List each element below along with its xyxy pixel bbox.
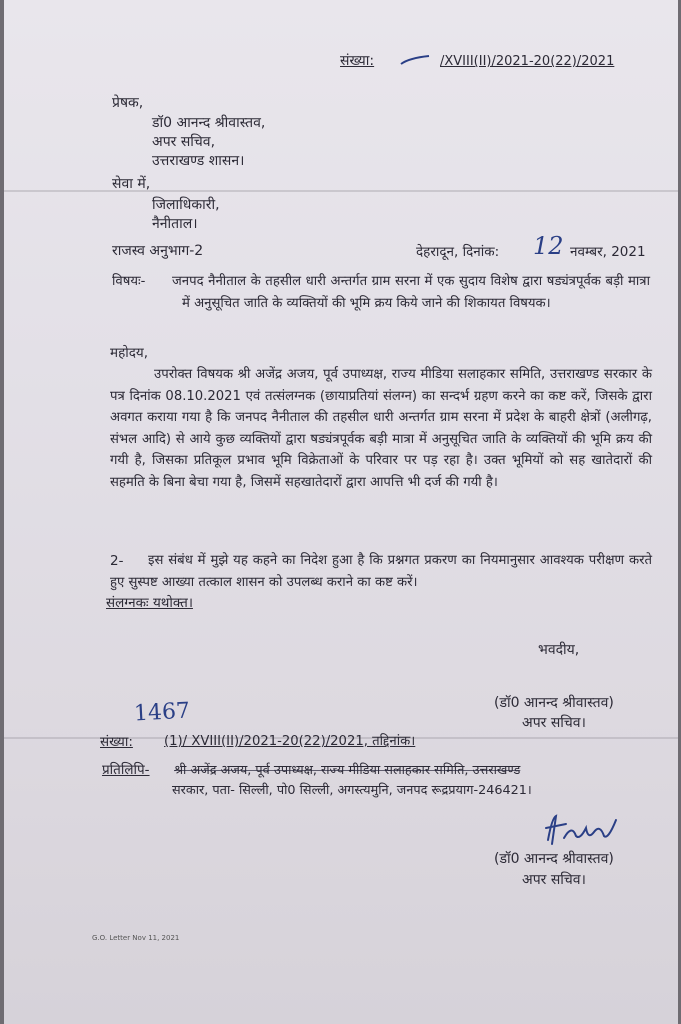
paragraph-2-number: 2- <box>110 553 124 569</box>
sender-label: प्रेषक, <box>112 95 144 111</box>
copy-to-label: प्रतिलिपि- <box>102 762 150 778</box>
date-place-label: देहरादून, दिनांक: <box>416 244 500 260</box>
endorsement-ref-label: संख्या: <box>100 734 133 750</box>
section-name: राजस्व अनुभाग-2 <box>112 243 204 259</box>
signatory-name: (डॉ0 आनन्द श्रीवास्तव) <box>494 695 614 711</box>
date-month-year: नवम्बर, 2021 <box>570 244 646 260</box>
handwritten-dispatch-number: 1467 <box>133 698 191 727</box>
sender-office: उत्तराखण्ड शासन। <box>152 153 245 169</box>
subject-text: जनपद नैनीताल के तहसील धारी अन्तर्गत ग्राम सरना में एक सुदाय विशेष द्वारा षड्यंत्रपूर्वक बड़ी मात्रा में अनुसूचित जाति के व्यक्तियों की भूमि क्रय किये जाने की शिकायत विषयक। <box>172 274 650 311</box>
recipient-title: जिलाधिकारी, <box>152 197 220 213</box>
reference-label: संख्या: <box>340 53 375 69</box>
recipient-place: नैनीताल। <box>152 216 198 232</box>
footer-file-note: G.O. Letter Nov 11, 2021 <box>92 934 180 942</box>
reference-number: /XVIII(II)/2021-20(22)/2021 <box>440 54 615 69</box>
endorsement-signatory-designation: अपर सचिव। <box>522 872 586 888</box>
copy-to-line-2: सरकार, पता- सिल्ली, पो0 सिल्ली, अगस्त्यमुनि, जनपद रूद्रप्रयाग-246421। <box>172 783 532 798</box>
enclosure-note: संलग्नकः यथोक्त। <box>106 595 193 611</box>
recipient-label: सेवा में, <box>112 176 151 192</box>
handwritten-date-day: 12 <box>533 232 564 260</box>
signatory-designation: अपर सचिव। <box>522 715 586 731</box>
sender-designation: अपर सचिव, <box>152 134 216 150</box>
pen-tick-mark <box>399 54 433 68</box>
endorsement-signatory-name: (डॉ0 आनन्द श्रीवास्तव) <box>494 851 614 867</box>
valediction: भवदीय, <box>538 642 580 658</box>
copy-to-line-1: श्री अजेंद्र अजय, पूर्व उपाध्यक्ष, राज्य मीडिया सलाहकार समिति, उत्तराखण्ड <box>174 763 521 778</box>
salutation: महोदय, <box>110 345 149 361</box>
endorsement-ref-text: (1)/ XVIII(II)/2021-20(22)/2021, तद्दिनांक। <box>164 734 416 749</box>
sender-name: डॉ0 आनन्द श्रीवास्तव, <box>152 115 266 131</box>
handwritten-signature <box>542 810 622 850</box>
body-paragraph-1: उपरोक्त विषयक श्री अजेंद्र अजय, पूर्व उपाध्यक्ष, राज्य मीडिया सलाहकार समिति, उत्तराखण्ड सरकार के पत्र दिनांक 08.10.2021 एवं तत्संलग्नक (छायाप्रतियां संलग्न) का सन्दर्भ ग्रहण करने का कष्ट करें, जिसके द्वारा अवगत कराया गया है कि जनपद नैनीताल की तहसील धारी अन्तर्गत ग्राम सरना में प्रदेश के बाहरी क्षेत्रों (अलीगढ़, संभल आदि) से आये कुछ व्यक्तियों द्वारा षड्यंत्रपूर्वक बड़ी मात्रा में अनुसूचित जाति के व्यक्तियों की भूमि क्रय की गयी है, जिसका प्रतिकूल प्रभाव भूमि विक्रेताओं के परिवार पर पड़ रहा है। उक्त भूमियों को सह खातेदारों की सहमति के बिना बेचा गया है, जिसमें सहखातेदारों द्वारा आपत्ति भी दर्ज की गयी है। <box>110 367 652 490</box>
subject-label: विषयः- <box>112 274 146 289</box>
paper-fold <box>4 190 678 192</box>
letter-page <box>4 0 678 1024</box>
body-paragraph-2: इस संबंध में मुझे यह कहने का निदेश हुआ है कि प्रश्नगत प्रकरण का नियमानुसार आवश्यक परीक्षण करते हुए सुस्पष्ट आख्या तत्काल शासन को उपलब्ध कराने का कष्ट करें। <box>110 553 652 590</box>
